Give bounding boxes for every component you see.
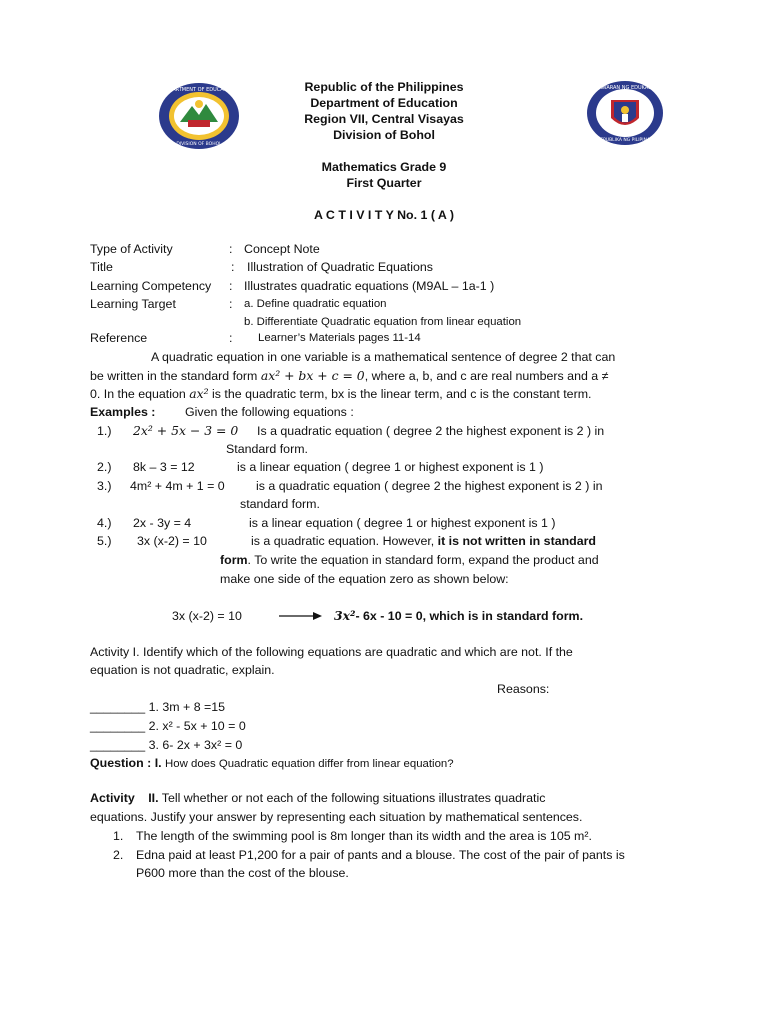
subject-title: Mathematics Grade 9 xyxy=(321,160,447,174)
example-desc-bold: it is not written in standard xyxy=(437,534,597,548)
type-value: Concept Note xyxy=(244,242,320,256)
answer-blank[interactable]: ________ xyxy=(90,700,146,714)
activity1-equation: 1. 3m + 8 =15 xyxy=(148,700,226,714)
quadratic-term: ax² xyxy=(189,386,209,401)
activity1-equation: 3. 6- 2x + 3x² = 0 xyxy=(148,738,243,752)
header-line-division: Division of Bohol xyxy=(333,128,435,142)
activity2-text: Tell whether or not each of the following situations illustrates quadratic xyxy=(161,791,546,805)
activity2-item-text: The length of the swimming pool is 8m longer than its width and the area is 105 m². xyxy=(136,829,592,843)
question-label: Question : I. xyxy=(90,756,162,770)
answer-blank[interactable]: ________ xyxy=(90,738,146,752)
activity2-item-text-cont: P600 more than the cost of the blouse. xyxy=(136,866,349,880)
svg-text:DEPARTMENT OF EDUCATION: DEPARTMENT OF EDUCATION xyxy=(162,87,236,93)
example-desc-cont: make one side of the equation zero as shown below: xyxy=(220,572,509,586)
competency-value: Illustrates quadratic equations (M9AL – 1a-1 ) xyxy=(244,279,495,293)
activity2-item-text: Edna paid at least P1,200 for a pair of pants and a blouse. The cost of the pair of pants is xyxy=(136,848,625,862)
header-line-republic: Republic of the Philippines xyxy=(304,80,464,94)
example-desc-text: . To write the equation in standard form, expand the product and xyxy=(247,553,599,567)
svg-text:REPUBLIKA NG PILIPINAS: REPUBLIKA NG PILIPINAS xyxy=(597,138,653,143)
example-equation: 2x - 3y = 4 xyxy=(133,516,192,530)
example-num: 5.) xyxy=(97,534,112,548)
example-desc: is a linear equation ( degree 1 or highest exponent is 1 ) xyxy=(237,460,544,474)
example-desc-text: is a quadratic equation. However, xyxy=(251,534,438,548)
example-desc-cont xyxy=(220,553,599,567)
activity1-item xyxy=(90,738,242,752)
example-num: 4.) xyxy=(97,516,112,530)
activity1-line-1: Activity I. Identify which of the following equations are quadratic and which are not. If the xyxy=(90,645,573,659)
standard-form-equation: ax² + bx + c = 0 xyxy=(260,368,365,383)
examples-lead: Given the following equations : xyxy=(185,405,354,419)
transform-right-text: - 6x - 10 = 0, which is in standard form. xyxy=(355,609,584,623)
type-label: Type of Activity xyxy=(90,242,173,256)
title-value: Illustration of Quadratic Equations xyxy=(247,260,433,274)
title-label: Title xyxy=(90,260,113,274)
transform-right-term: 3x² xyxy=(334,608,356,623)
activity1-item xyxy=(90,700,225,714)
target-colon: : xyxy=(229,297,233,311)
activity2-item-num: 2. xyxy=(113,848,124,862)
intro-line-2 xyxy=(90,368,608,383)
example-desc-bold: form xyxy=(220,553,248,567)
example-desc-cont: standard form. xyxy=(240,497,320,511)
example-desc: is a quadratic equation ( degree 2 the highest exponent is 2 ) in xyxy=(256,479,603,493)
example-equation: 3x (x-2) = 10 xyxy=(137,534,207,548)
activity1-item xyxy=(90,719,246,733)
example-desc xyxy=(251,534,596,548)
intro-text: be written in the standard form xyxy=(90,369,261,383)
example-desc: is a linear equation ( degree 1 or highest exponent is 1 ) xyxy=(249,516,556,530)
example-equation: 8k – 3 = 12 xyxy=(133,460,195,474)
type-colon: : xyxy=(229,242,233,256)
activity2-item-num: 1. xyxy=(113,829,124,843)
example-equation: 2x² + 5x − 3 = 0 xyxy=(133,423,239,438)
target-label: Learning Target xyxy=(90,297,176,311)
quarter-title: First Quarter xyxy=(346,176,422,190)
activity2-number: II. xyxy=(148,791,159,805)
reference-value: Learner’s Materials pages 11-14 xyxy=(258,332,421,344)
svg-text:DIVISION OF BOHOL: DIVISION OF BOHOL xyxy=(176,142,222,147)
intro-text: 0. In the equation xyxy=(90,387,190,401)
reference-label: Reference xyxy=(90,331,148,345)
intro-line-3 xyxy=(90,386,591,401)
activity1-equation: 2. x² - 5x + 10 = 0 xyxy=(148,719,246,733)
svg-text:KAGAWARAN NG EDUKASYON: KAGAWARAN NG EDUKASYON xyxy=(588,85,662,91)
activity1-line-2: equation is not quadratic, explain. xyxy=(90,663,275,677)
activity2-label: Activity xyxy=(90,791,135,805)
question-line xyxy=(90,756,454,770)
example-desc: Is a quadratic equation ( degree 2 the highest exponent is 2 ) in xyxy=(257,424,605,438)
reference-colon: : xyxy=(229,331,233,345)
transform-right xyxy=(334,608,583,623)
header-line-department: Department of Education xyxy=(310,96,458,110)
activity2-line-1 xyxy=(90,791,545,805)
example-num: 2.) xyxy=(97,460,112,474)
header-line-region: Region VII, Central Visayas xyxy=(304,112,464,126)
transform-left: 3x (x-2) = 10 xyxy=(172,609,242,623)
intro-text: is the quadratic term, bx is the linear term, and c is the constant term. xyxy=(208,387,592,401)
example-equation: 4m² + 4m + 1 = 0 xyxy=(130,479,225,493)
question-text: How does Quadratic equation differ from linear equation? xyxy=(165,758,454,770)
activity-title: A C T I V I T Y No. 1 ( A ) xyxy=(314,208,454,222)
example-num: 1.) xyxy=(97,424,112,438)
answer-blank[interactable]: ________ xyxy=(90,719,146,733)
reasons-heading: Reasons: xyxy=(497,682,550,696)
target-a: a. Define quadratic equation xyxy=(244,298,387,310)
competency-label: Learning Competency xyxy=(90,279,212,293)
intro-line-1: A quadratic equation in one variable is a mathematical sentence of degree 2 that can xyxy=(151,350,616,364)
title-colon: : xyxy=(231,260,235,274)
right-arrow-icon xyxy=(279,610,323,622)
competency-colon: : xyxy=(229,279,233,293)
examples-label: Examples : xyxy=(90,405,156,419)
activity2-line-2: equations. Justify your answer by representing each situation by mathematical sentences. xyxy=(90,810,583,824)
target-b: b. Differentiate Quadratic equation from linear equation xyxy=(244,316,522,328)
intro-text: , where a, b, and c are real numbers and a ≠ xyxy=(364,369,609,383)
example-num: 3.) xyxy=(97,479,112,493)
example-desc-cont: Standard form. xyxy=(226,442,308,456)
